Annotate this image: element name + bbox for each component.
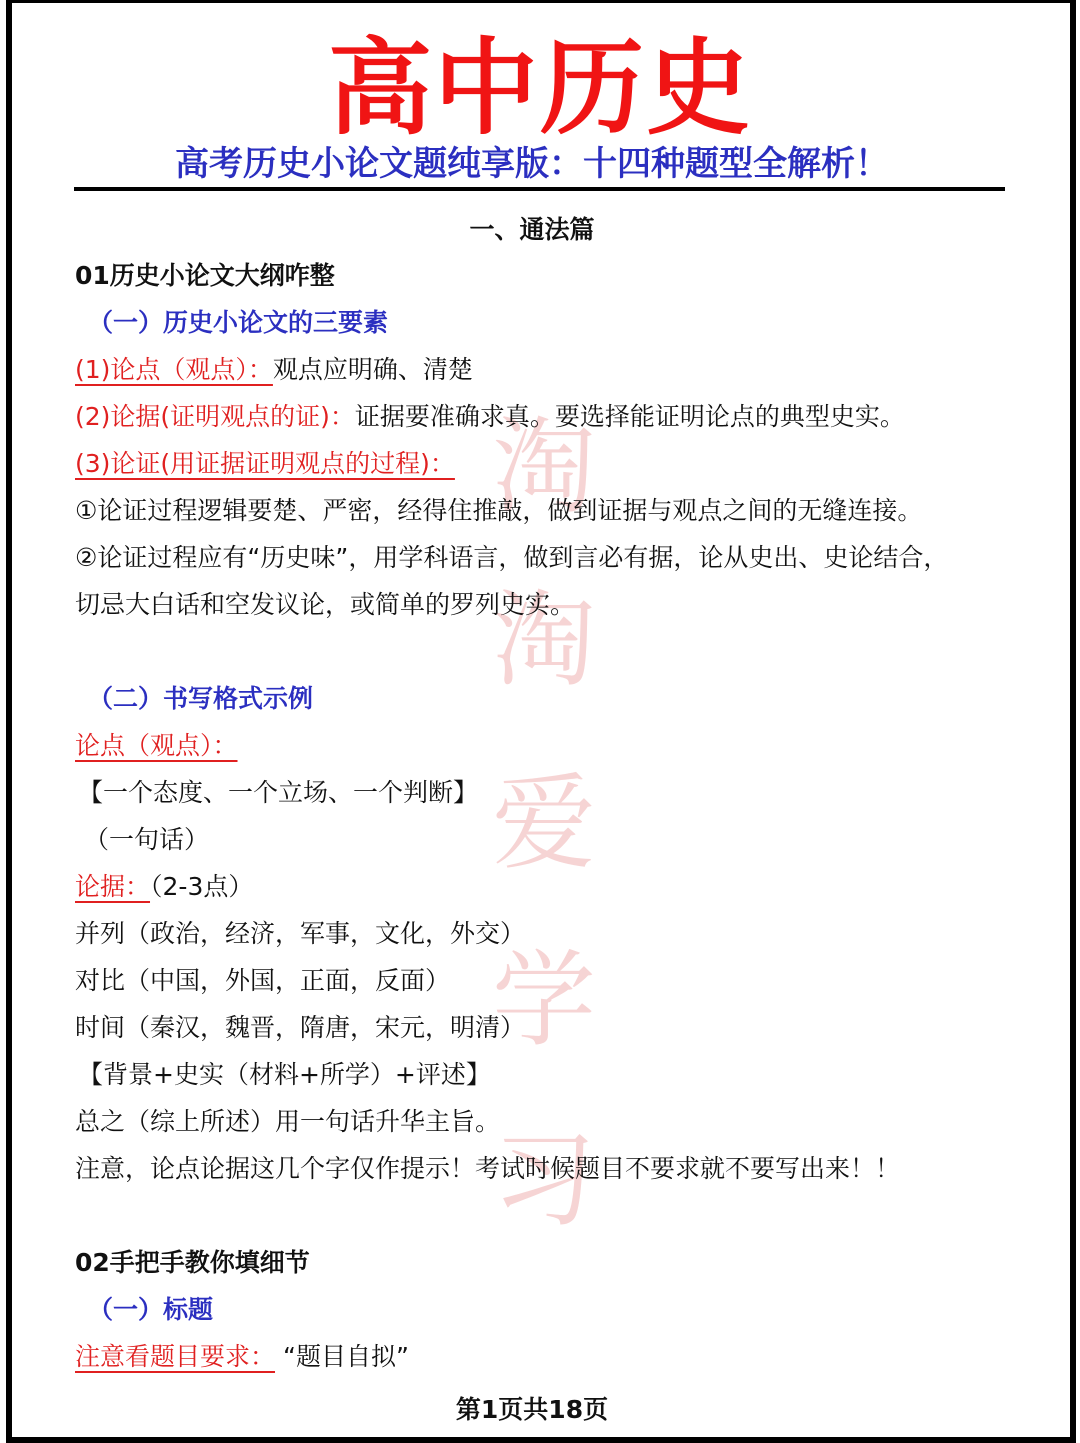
argument-point-2: ②论证过程应有“历史味”，用学科语言，做到言必有据，论从史出、史论结合，: [75, 543, 949, 572]
evidence-suffix: （2-3点）: [150, 872, 254, 901]
argument-point-1: ①论证过程逻辑要楚、严密，经得住推敲，做到证据与观点之间的无缝连接。: [75, 496, 923, 525]
section-heading: 一、通法篇: [469, 215, 595, 244]
evidence-line: 并列（政治，经济，军事，文化，外交）: [75, 919, 526, 948]
viewpoint-line: （一句话）: [84, 825, 210, 854]
title-requirement-row: [75, 1337, 409, 1377]
watermark-char: 学: [492, 939, 597, 1061]
part2-sub1-heading: （一）标题: [88, 1295, 214, 1324]
evidence-line: 总之（综上所述）用一句话升华主旨。: [75, 1107, 501, 1136]
element-text: 证据要准确求真。要选择能证明论点的典型史实。: [354, 402, 905, 431]
part1-sub2-heading: （二）书写格式示例: [88, 684, 314, 713]
evidence-label: 论据：: [75, 872, 151, 901]
page-title: 高中历史: [327, 27, 752, 149]
evidence-line: 时间（秦汉，魏晋，隋唐，宋元，明清）: [75, 1013, 526, 1042]
watermark-char: 淘: [492, 579, 597, 701]
page-indicator: 第1页共18页: [455, 1395, 609, 1424]
part1-heading: 01历史小论文大纲咋整: [75, 261, 335, 290]
requirement-label: 注意看题目要求：: [75, 1342, 276, 1371]
evidence-line: 对比（中国，外国，正面，反面）: [75, 966, 451, 995]
part1-sub1-heading: （一）历史小论文的三要素: [88, 308, 389, 337]
part2-heading: 02手把手教你填细节: [75, 1248, 310, 1277]
element-text: 观点应明确、清楚: [272, 355, 473, 384]
watermark-char: 淘: [492, 406, 597, 528]
element-item-3: [75, 444, 455, 484]
evidence-row: [75, 867, 253, 907]
element-item-1: [75, 350, 473, 390]
page-subtitle: 高考历史小论文题纯享版：十四种题型全解析！: [175, 144, 889, 184]
watermark-char: 习: [492, 1119, 597, 1241]
watermark-char: 爱: [492, 762, 597, 884]
element-label: (2)论据(证明观点的证)：: [75, 402, 355, 431]
requirement-text: “题目自拟”: [283, 1342, 409, 1371]
element-item-2: [75, 397, 905, 437]
evidence-line: 【背景+史实（材料+所学）+评述】: [78, 1060, 491, 1089]
argument-point-2-cont: 切忌大白话和空发议论，或简单的罗列史实。: [75, 590, 576, 619]
element-label: (3)论证(用证据证明观点的过程)：: [75, 449, 455, 478]
note-line: 注意，论点论据这几个字仅作提示！考试时候题目不要求就不要写出来！！: [75, 1154, 901, 1183]
title-divider: [74, 187, 1005, 191]
element-label: (1)论点（观点）：: [75, 355, 273, 384]
viewpoint-line: 【一个态度、一个立场、一个判断】: [78, 778, 479, 807]
viewpoint-label: 论点（观点）：: [75, 731, 238, 760]
